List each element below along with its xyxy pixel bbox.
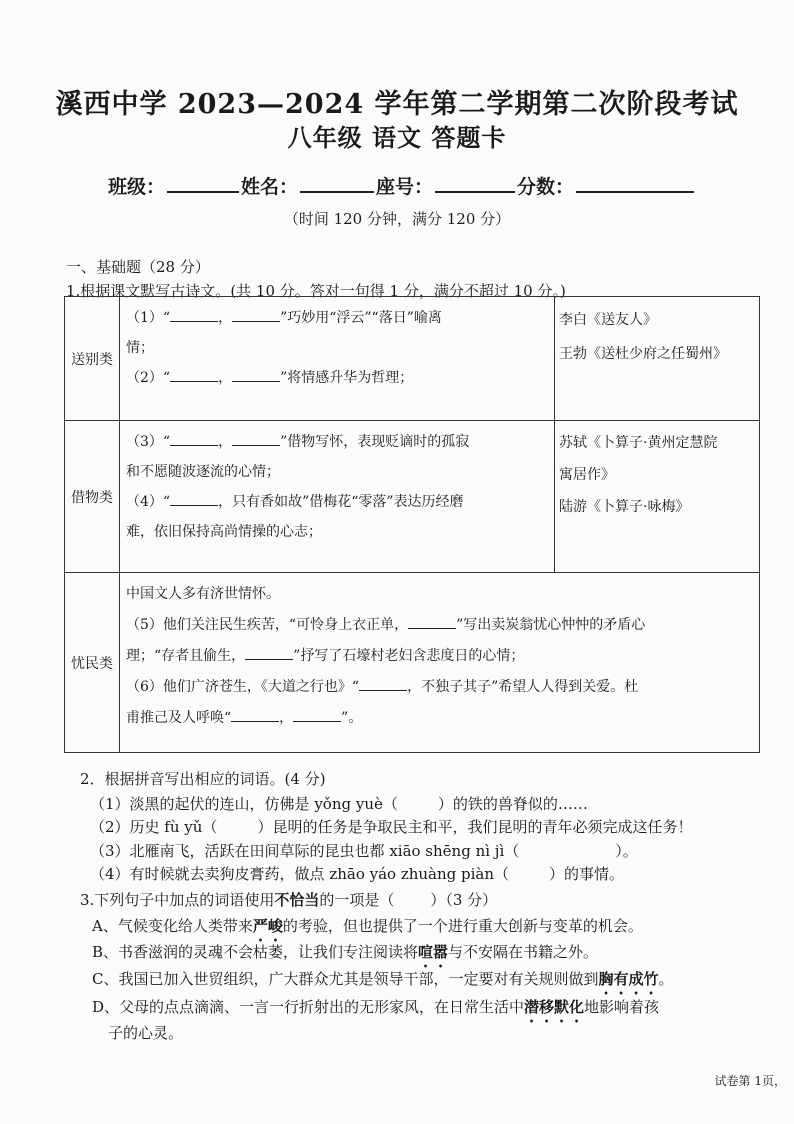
class-label: 班级： xyxy=(108,176,166,198)
question-2-prompt: 2．根据拼音写出相应的词语。(4 分) xyxy=(80,770,326,788)
answer-blank[interactable] xyxy=(170,491,218,506)
text-fragment: ）（3 分） xyxy=(430,891,498,909)
text-fragment: ”。 xyxy=(341,710,363,726)
text-fragment: ， xyxy=(279,710,294,726)
text-fragment: （4）有时候就去卖狗皮膏药，做点 zhāo yáo zhuàng piàn（ xyxy=(90,865,510,883)
text-fragment: ”巧妙用“浮云”“落日”喻离 xyxy=(280,310,442,326)
text-line: 和不愿随波逐流的心情； xyxy=(126,464,280,480)
option-c xyxy=(92,968,674,998)
dotted-word: 胸有成竹 xyxy=(598,970,659,988)
text-fragment: ”借物写怀，表现贬谪时的孤寂 xyxy=(280,434,470,450)
text-fragment: （3）“ xyxy=(126,434,171,450)
source-text: 苏轼《卜算子·黄州定慧院 xyxy=(559,435,718,451)
text-fragment: 与不安隔在书籍之外。 xyxy=(448,943,599,961)
time-note: （时间 120 分钟，满分 120 分） xyxy=(283,210,511,228)
text-fragment: ，不独子其子”希望人人得到关爱。杜 xyxy=(407,679,639,695)
answer-blank[interactable] xyxy=(170,431,218,446)
name-label: 姓名： xyxy=(241,176,299,198)
answer-blank[interactable] xyxy=(293,707,341,722)
question-1-prompt: 1.根据课文默写古诗文。(共 10 分。答对一句得 1 分，满分不超过 10 分。) xyxy=(66,282,566,300)
source-cell xyxy=(555,421,760,573)
text-fragment: ）昆明的任务是争取民主和平，我们昆明的青年必须完成这任务！ xyxy=(257,818,693,836)
text-line: 中国文人多有济世情怀。 xyxy=(126,586,280,602)
source-text: 寓居作》 xyxy=(559,467,615,483)
section-heading: 一、基础题（28 分） xyxy=(66,258,210,276)
text-fragment: ，只有香如故”借梅花“零落”表达历经磨 xyxy=(218,494,464,510)
answer-blank[interactable] xyxy=(231,707,279,722)
pinyin-item xyxy=(90,863,624,884)
text-fragment: （5）他们关注民生疾苦，“可怜身上衣正单， xyxy=(126,617,409,633)
table-row xyxy=(65,421,760,573)
text-fragment: 。 xyxy=(658,970,674,988)
category-cell: 借物类 xyxy=(65,421,120,573)
answer-blank[interactable] xyxy=(232,307,280,322)
text-fragment: D、父母的点点滴滴、一言一行折射出的无形家风，在日常生活中 xyxy=(92,998,525,1016)
student-info-row xyxy=(108,172,696,199)
text-fragment: （2）“ xyxy=(126,370,171,386)
text-line: 难，依旧保持高尚情操的心志； xyxy=(126,524,322,540)
question-cell xyxy=(120,297,555,421)
source-text: 王勃《送杜少府之任蜀州》 xyxy=(559,346,727,362)
category-cell: 送别类 xyxy=(65,297,120,421)
text-fragment: ， xyxy=(218,310,233,326)
option-d-continued: 子的心灵。 xyxy=(108,1024,184,1042)
seat-field[interactable] xyxy=(435,175,515,193)
seat-label: 座号： xyxy=(376,176,434,198)
text-fragment: 理；“存者且偷生， xyxy=(126,648,246,664)
score-label: 分数： xyxy=(517,176,575,198)
answer-blank[interactable] xyxy=(232,367,280,382)
source-text: 陆游《卜算子·咏梅》 xyxy=(559,499,690,515)
name-field[interactable] xyxy=(300,175,374,193)
text-fragment: 3.下列句子中加点的词语使用 xyxy=(80,891,275,909)
answer-blank[interactable] xyxy=(232,431,280,446)
answer-blank[interactable] xyxy=(408,614,456,629)
table-row xyxy=(65,573,760,753)
question-cell xyxy=(120,421,555,573)
pinyin-item xyxy=(90,793,588,814)
question-3-prompt xyxy=(80,889,497,910)
text-fragment: ）的铁的兽脊似的…… xyxy=(437,795,588,813)
text-fragment: 不恰当 xyxy=(274,891,320,909)
text-fragment: 的考验，但也提供了一个进行重大创新与变革的机会。 xyxy=(282,917,643,935)
text-fragment: B、书香滋润的灵魂不会枯萎，让我们专注阅读将 xyxy=(92,943,419,961)
text-fragment: （1）“ xyxy=(126,310,171,326)
text-fragment: 地影响着孩 xyxy=(584,998,660,1016)
text-line: 情； xyxy=(126,340,154,356)
text-fragment: 的一项是（ xyxy=(319,891,395,909)
option-b xyxy=(92,941,598,971)
answer-blank[interactable] xyxy=(245,645,293,660)
text-fragment: （4）“ xyxy=(126,494,171,510)
category-cell: 忧民类 xyxy=(65,573,120,753)
text-fragment: ”将情感升华为哲理； xyxy=(280,370,414,386)
answer-blank[interactable] xyxy=(359,676,407,691)
text-fragment: A、气候变化给人类带来 xyxy=(92,917,253,935)
exam-title: 溪西中学 2023—2024 学年第二学期第二次阶段考试 xyxy=(55,89,739,120)
text-fragment: （2）历史 fù yǔ（ xyxy=(90,818,218,836)
text-fragment: ）的事情。 xyxy=(549,865,625,883)
answer-blank[interactable] xyxy=(170,367,218,382)
text-fragment: （1）淡黑的起伏的连山，仿佛是 yǒng yuè（ xyxy=(90,795,398,813)
source-text: 李白《送友人》 xyxy=(559,312,657,328)
dotted-word: 严峻 xyxy=(252,917,283,935)
text-fragment: ， xyxy=(218,434,233,450)
page-number: 试卷第 1页， xyxy=(714,1074,786,1088)
pinyin-item xyxy=(90,816,692,837)
table-row xyxy=(65,297,760,421)
source-cell xyxy=(555,297,760,421)
score-field[interactable] xyxy=(576,175,694,193)
answer-blank[interactable] xyxy=(170,307,218,322)
text-fragment: （6）他们广济苍生，《大道之行也》“ xyxy=(126,679,360,695)
pinyin-item xyxy=(90,840,638,861)
text-fragment: ”写出卖炭翁忧心忡忡的矛盾心 xyxy=(456,617,646,633)
text-fragment: 甫推己及人呼唤“ xyxy=(126,710,232,726)
text-fragment: ）。 xyxy=(615,842,638,860)
text-fragment: （3）北雁南飞，活跃在田间草际的昆虫也都 xiāo shēng nì jì（ xyxy=(90,842,520,860)
text-fragment: ”抒写了石壕村老妇含悲度日的心情； xyxy=(293,648,525,664)
dotted-word: 喧嚣 xyxy=(418,943,449,961)
dotted-word: 潜移默化 xyxy=(524,998,585,1016)
text-fragment: C、我国已加入世贸组织，广大群众尤其是领导干部，一定要对有关规则做到 xyxy=(92,970,599,988)
class-field[interactable] xyxy=(167,175,239,193)
text-fragment: ， xyxy=(218,370,233,386)
exam-subtitle: 八年级 语文 答题卡 xyxy=(287,123,507,152)
question-cell xyxy=(120,573,760,753)
poetry-table xyxy=(64,296,760,753)
